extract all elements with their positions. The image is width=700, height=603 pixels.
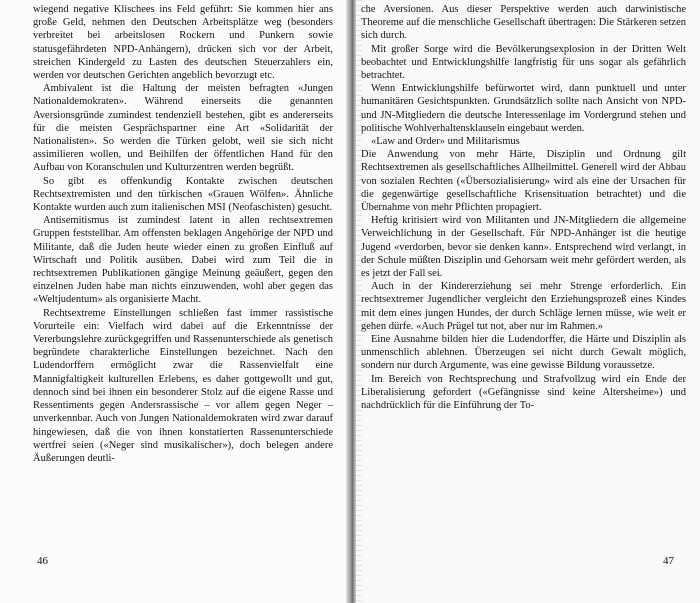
paragraph: Antisemitismus ist zumindest latent in allen rechtsextremen Gruppen feststellbar. Am offensten beklagen Angehörige der NPD und Militante, daß die Juden heute wieder einen zu großen Einfluß auf Wirtschaft und Politik ausüben. Dabei wird zum Teil die in rechtsextremen Publikationen gängige Meinung geäußert, gegen den einzelnen Juden habe man nichts einzuwenden, wohl aber gegen das «Weltjudentum» als organisierte Macht. <box>33 215 333 306</box>
left-page-text <box>33 3 333 465</box>
right-page-text <box>361 3 686 412</box>
paragraph: Wenn Entwicklungshilfe befürwortet wird, dann punktuell und unter humanitären Gesichtspunkten. Grundsätzlich sollte nach Ansicht von NPD- und JN-Mitgliedern die deutsche Interessenlage im Vordergrund stehen und politische Wohlverhaltensklauseln eingebaut werden. <box>361 83 686 134</box>
section-heading: «Law and Order» und Militarismus <box>371 136 520 148</box>
paragraph: che Aversionen. Aus dieser Perspektive werden auch darwinistische Theoreme auf die menschliche Gesellschaft übertragen: Die Stärkeren setzen sich durch. <box>361 4 686 42</box>
paragraph: Die Anwendung von mehr Härte, Disziplin und Ordnung gilt Rechtsextremen als gesellschaftliches Allheilmittel. Generell wird der Abbau von sozialen Rechten («Übersozialisierung» wird als eine der Ursachen für die gegenwärtige gesellschaftliche Krisensituation betrachtet) und die Übernahme von mehr Pflichten propagiert. <box>361 149 686 214</box>
page-number-right: 47 <box>663 555 674 567</box>
paragraph: Rechtsextreme Einstellungen schließen fast immer rassistische Vorurteile ein: Vielfach wird dabei auf die Erkenntnisse der Vererbungslehre zurückgegriffen und Rassenunterschiede als genetisch begründete charakterliche Einstellungen bezeichnet. Nach den Ludendorffern ermöglicht zwar die Rassenvielfalt eine Mannigfaltigkeit kulturellen Erlebens, es daher gottgewollt und gut, dennoch sind bei ihnen ein besonderer Stolz auf die eigene Rasse und Ressentiments gegen Andersrassische – vor allem gegen Neger – unverkennbar. Auch von Jungen Nationaldemokraten wird zwar darauf hingewiesen, daß die von ihnen konstatierten Rassenunterschiede wertfrei seien («Neger sind musikalischer»), doch belegen andere Äußerungen deutli- <box>33 307 333 464</box>
paragraph: So gibt es offenkundig Kontakte zwischen deutschen Rechtsextremisten und den türkischen «Grauen Wölfen». Ähnliche Kontakte wurden auch zum italienischen MSI (Neofaschisten) gesucht. <box>33 175 333 214</box>
paragraph: wiegend negative Klischees ins Feld geführt: Sie kommen hier ans große Geld, nehmen den Deutschen Arbeitsplätze weg (besonders verbreitet bei arbeitslosen Rockern und Punkern sowie statusgefährdeten NPD-Anhängern), drücken sich vor der Arbeit, streichen Kindergeld zu Lasten des deutschen Steuerzahlers ein, werden vor deutschen Gerichten angeblich bevorzugt etc. <box>33 4 333 82</box>
paragraph: Ambivalent ist die Haltung der meisten befragten «Jungen Nationaldemokraten». Während einerseits die genannten Aversionsgründe zumindest tendenziell bestehen, gibt es andererseits für die meisten Gesprächspartner eine Art «Solidarität der Nationalisten». So werden die Türken gelobt, weil sie sich nicht assimilieren wollen, und Beihilfen der öffentlichen Hand für den Aufbau von Koranschulen und Kulturzentren werden begrüßt. <box>33 83 333 174</box>
paragraph: Heftig kritisiert wird von Militanten und JN-Mitgliedern die allgemeine Verweichlichung in der Gesellschaft. Für NPD-Anhänger ist die heutige Jugend «verdorben, bevor sie denken kann». Entsprechend wird verlangt, in der Schule müßten Disziplin und Gehorsam weit mehr gefördert werden, als es jetzt der Fall sei. <box>361 215 686 280</box>
paragraph: Eine Ausnahme bilden hier die Ludendorffer, die Härte und Disziplin als unmenschlich ablehnen. Überzeugen sei nicht durch Gewalt möglich, sondern nur durch Argumente, was eine gewisse Bildung voraussetze. <box>361 334 686 372</box>
page-number-left: 46 <box>37 555 48 567</box>
paragraph: Auch in der Kindererziehung sei mehr Strenge erforderlich. Ein rechtsextremer Jugendlicher vergleicht den Erziehungsprozeß eines Kindes mit dem eines jungen Hundes, der durch Schläge lernen müsse, wie weit er gehen dürfe. «Auch Prügel tut not, aber nur im Rahmen.» <box>361 281 686 332</box>
left-page <box>0 0 348 603</box>
right-page <box>356 0 700 603</box>
paragraph: Im Bereich von Rechtsprechung und Strafvollzug wird ein Ende der Liberalisierung gefordert («Gefängnisse sind keine Altersheime») und nachdrücklich für die Einführung der To- <box>361 373 686 412</box>
paragraph: Mit großer Sorge wird die Bevölkerungsexplosion in der Dritten Welt beobachtet und Entwicklungshilfe langfristig für uns sogar als gefährlich betrachtet. <box>361 43 686 82</box>
